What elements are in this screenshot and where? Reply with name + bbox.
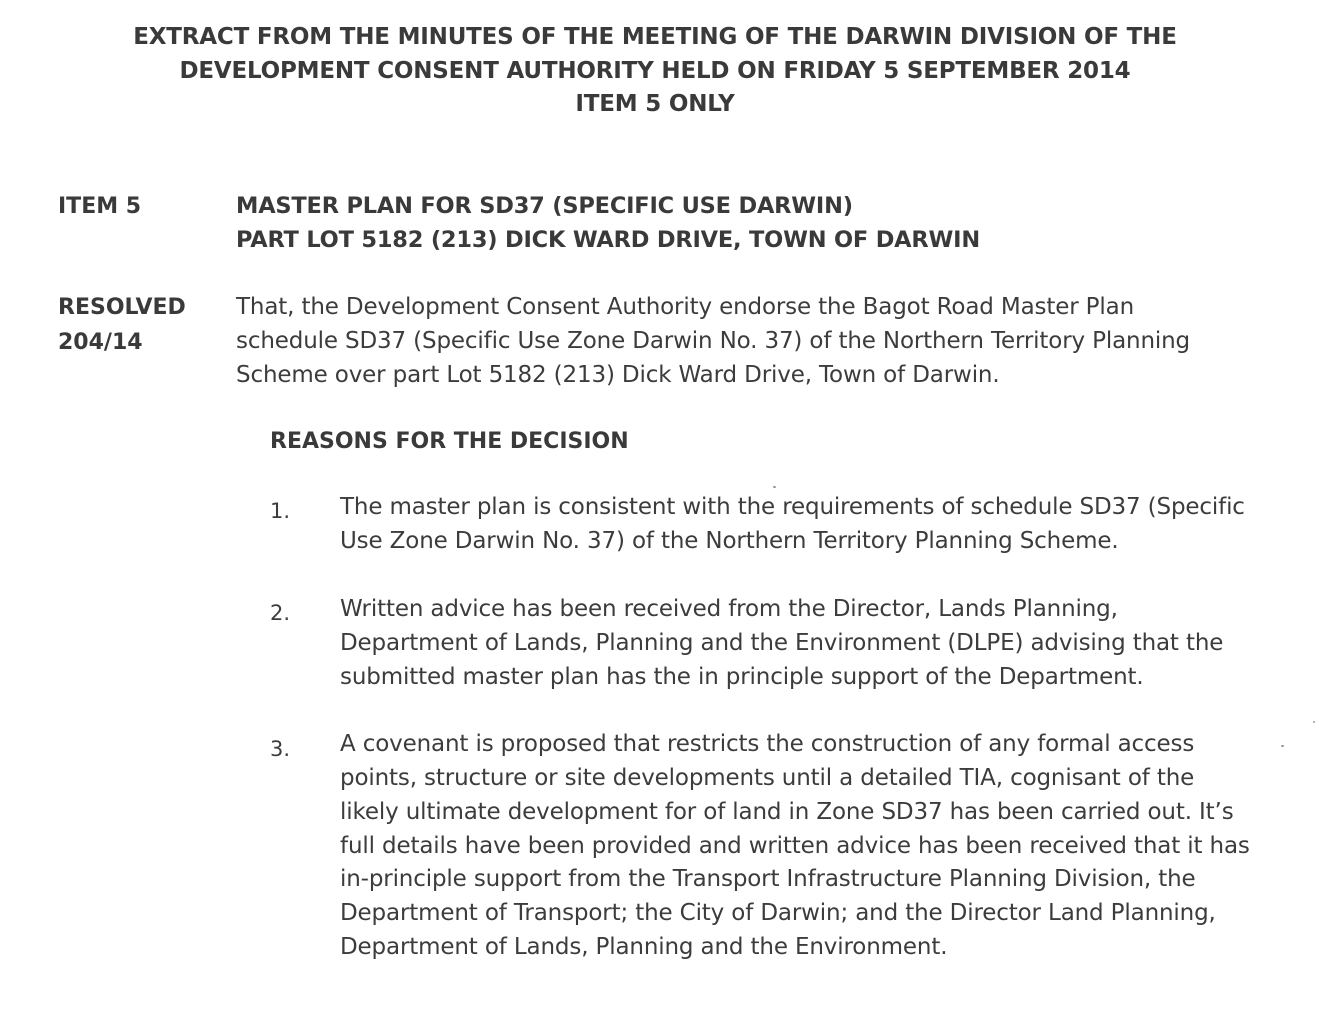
reason-text-line: points, structure or site developments until a detailed TIA, cognisant of the [340, 765, 1195, 791]
reason-text-line: Department of Transport; the City of Darwin; and the Director Land Planning, [340, 900, 1216, 926]
reason-text-line: A covenant is proposed that restricts the construction of any formal access [340, 731, 1195, 757]
document-title-line-3: ITEM 5 ONLY [575, 91, 735, 117]
scan-speck [1313, 721, 1315, 723]
item-label: ITEM 5 [58, 194, 142, 219]
resolution-text-line: schedule SD37 (Specific Use Zone Darwin No. 37) of the Northern Territory Planning [236, 328, 1191, 354]
item-heading-line-1: MASTER PLAN FOR SD37 (SPECIFIC USE DARWIN) [236, 193, 853, 219]
reason-number: 2. [270, 601, 291, 625]
scan-speck [773, 486, 776, 488]
reason-text-line: Written advice has been received from the Director, Lands Planning, [340, 596, 1118, 622]
reason-text-line: in-principle support from the Transport Infrastructure Planning Division, the [340, 866, 1196, 892]
document-title-line-1: EXTRACT FROM THE MINUTES OF THE MEETING OF THE DARWIN DIVISION OF THE [133, 24, 1177, 50]
reasons-heading: REASONS FOR THE DECISION [270, 429, 629, 454]
document-title-line-2: DEVELOPMENT CONSENT AUTHORITY HELD ON FRIDAY 5 SEPTEMBER 2014 [179, 58, 1131, 84]
reason-text-line: Department of Lands, Planning and the Environment (DLPE) advising that the [340, 630, 1224, 656]
reason-text-line: Department of Lands, Planning and the Environment. [340, 934, 948, 960]
reason-text-line: The master plan is consistent with the requirements of schedule SD37 (Specific [340, 494, 1245, 520]
resolved-label: RESOLVED [58, 295, 186, 320]
resolution-text-line: Scheme over part Lot 5182 (213) Dick Ward Drive, Town of Darwin. [236, 362, 1000, 388]
reason-text-line: Use Zone Darwin No. 37) of the Northern Territory Planning Scheme. [340, 528, 1119, 554]
scan-speck [1281, 745, 1284, 747]
reason-number: 3. [270, 737, 291, 761]
reason-text-line: submitted master plan has the in principle support of the Department. [340, 664, 1144, 690]
reason-number: 1. [270, 499, 291, 523]
resolution-text-line: That, the Development Consent Authority endorse the Bagot Road Master Plan [236, 294, 1135, 320]
reason-text-line: full details have been provided and written advice has been received that it has [340, 833, 1250, 859]
reason-text-line: likely ultimate development for of land in Zone SD37 has been carried out. It’s [340, 799, 1234, 825]
item-heading-line-2: PART LOT 5182 (213) DICK WARD DRIVE, TOWN OF DARWIN [236, 227, 980, 253]
resolution-number: 204/14 [58, 330, 143, 355]
